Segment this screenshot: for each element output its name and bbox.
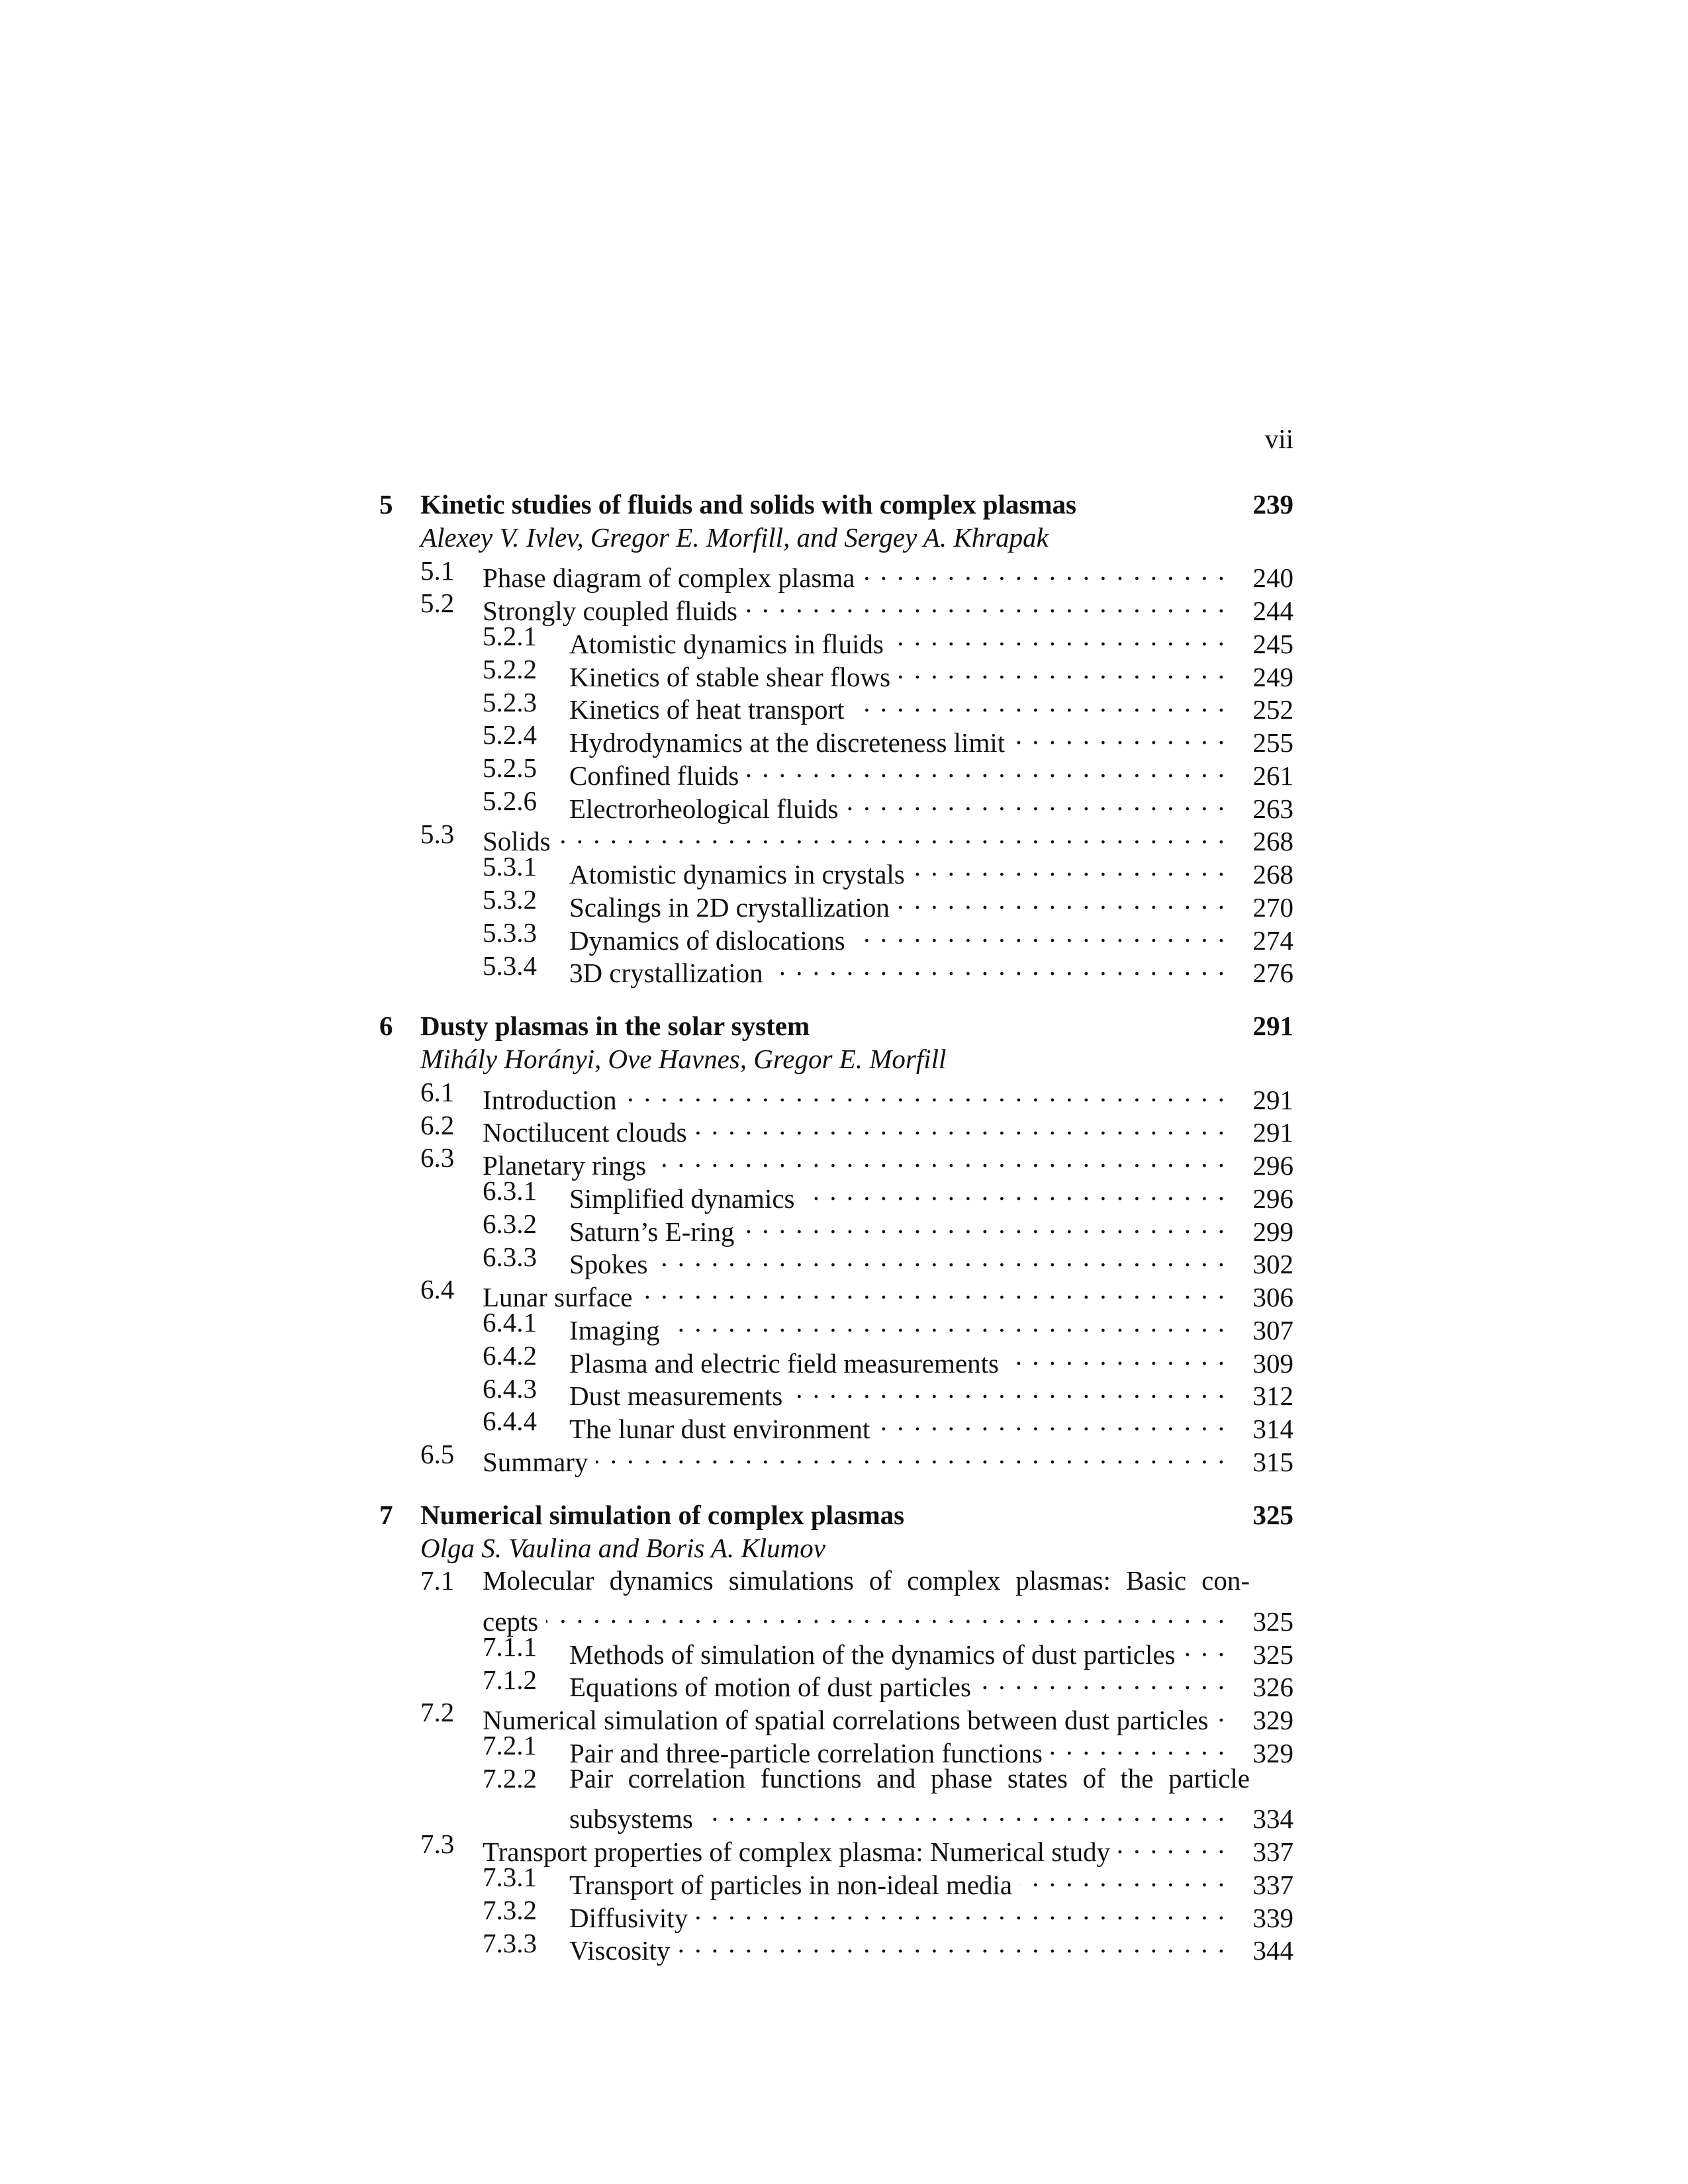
chapter-number: 7 [379, 1499, 393, 1530]
entry-number: 5.2.2 [483, 653, 537, 684]
entry-page: 296 [1252, 1150, 1293, 1181]
chapter-page: 239 [1252, 489, 1293, 520]
dot-leader [559, 818, 1225, 851]
dot-leader [695, 1109, 1225, 1142]
entry-page: 244 [1252, 596, 1293, 626]
subsection-entry[interactable] [0, 1340, 1688, 1379]
subsection-entry[interactable] [0, 1664, 1688, 1703]
entry-page: 252 [1252, 694, 1293, 725]
entry-page: 306 [1252, 1282, 1293, 1312]
subsection-entry[interactable] [0, 686, 1688, 725]
entry-number: 7.3.1 [483, 1862, 537, 1892]
dot-leader [668, 1306, 1225, 1340]
entry-number: 7.2 [420, 1697, 455, 1728]
dot-leader [1118, 1828, 1225, 1861]
entry-title: 3D crystallization [569, 958, 763, 989]
entry-number: 5.2.1 [483, 621, 537, 651]
subsection-entry[interactable] [0, 620, 1688, 659]
entry-title: Scalings in 2D crystallization [569, 891, 890, 923]
entry-page: 329 [1252, 1737, 1293, 1768]
chapter-heading[interactable] [0, 1010, 1688, 1043]
entry-title: Transport properties of complex plasma: Numerical study [483, 1837, 1111, 1867]
entry-number: 6.4.1 [483, 1307, 537, 1338]
entry-title: Atomistic dynamics in fluids [569, 628, 884, 659]
dot-leader [803, 1175, 1225, 1208]
entry-page: 291 [1252, 1117, 1293, 1148]
entry-number: 5.2.3 [483, 686, 537, 717]
section-entry[interactable] [0, 1109, 1688, 1148]
entry-page: 302 [1252, 1249, 1293, 1280]
entry-number: 5.3.4 [483, 950, 537, 981]
section-entry[interactable] [0, 1273, 1688, 1312]
subsection-entry[interactable] [0, 1729, 1688, 1768]
entry-number: 6.4 [420, 1274, 455, 1305]
entry-title: Molecular dynamics simulations of complex plasmas: Basic con- [483, 1565, 1250, 1596]
section-entry-continuation[interactable] [0, 1598, 1688, 1637]
subsection-entry[interactable] [0, 950, 1688, 989]
dot-leader [596, 1438, 1225, 1471]
subsection-entry[interactable] [0, 1631, 1688, 1670]
entry-page: 249 [1252, 661, 1293, 692]
entry-title: Pair and three-particle correlation functions [569, 1737, 1043, 1768]
entry-title: Noctilucent clouds [483, 1117, 687, 1148]
section-entry[interactable] [0, 1828, 1688, 1867]
entry-page: 276 [1252, 958, 1293, 989]
chapter-authors: Alexey V. Ivlev, Gregor E. Morfill, and Sergey A. Khrapak [420, 522, 1049, 553]
entry-page: 270 [1252, 891, 1293, 923]
entry-page: 261 [1252, 760, 1293, 791]
subsection-entry[interactable] [0, 884, 1688, 923]
entry-title: Diffusivity [569, 1902, 688, 1933]
entry-number: 5.2.6 [483, 785, 537, 816]
subsection-entry[interactable] [0, 719, 1688, 758]
chapter-number: 6 [379, 1011, 393, 1042]
entry-title: Plasma and electric field measurements [569, 1347, 999, 1379]
entry-number: 6.1 [420, 1076, 455, 1107]
entry-number: 7.1.2 [483, 1664, 537, 1695]
entry-title-continuation: subsystems [569, 1803, 693, 1835]
entry-title: Planetary rings [483, 1150, 647, 1181]
entry-number: 5.1 [420, 555, 455, 586]
subsection-entry[interactable] [0, 1175, 1688, 1214]
dot-leader [1216, 1696, 1225, 1729]
entry-page: 309 [1252, 1347, 1293, 1379]
entry-number: 5.2 [420, 588, 455, 619]
entry-number: 6.3.1 [483, 1175, 537, 1206]
dot-leader [625, 1076, 1225, 1109]
section-entry[interactable] [0, 1142, 1688, 1181]
dot-leader [892, 620, 1225, 653]
entry-title: Lunar surface [483, 1282, 633, 1312]
entry-title: Strongly coupled fluids [483, 596, 737, 626]
subsection-entry[interactable] [0, 1241, 1688, 1280]
subsection-entry[interactable] [0, 653, 1688, 692]
entry-number: 7.1 [420, 1565, 455, 1596]
dot-leader [701, 1796, 1225, 1829]
dot-leader [1007, 1340, 1225, 1373]
dot-leader [747, 752, 1225, 785]
entry-title: Viscosity [569, 1935, 671, 1966]
subsection-entry-continuation[interactable] [0, 1796, 1688, 1835]
entry-number: 6.3 [420, 1142, 455, 1173]
entry-page: 268 [1252, 859, 1293, 889]
page-number: vii [1264, 424, 1293, 454]
entry-number: 5.3.2 [483, 884, 537, 915]
entry-page: 337 [1252, 1869, 1293, 1900]
subsection-entry[interactable] [0, 1894, 1688, 1933]
chapter-page: 291 [1252, 1011, 1293, 1042]
subsection-entry[interactable] [0, 752, 1688, 791]
dot-leader [979, 1664, 1225, 1697]
entry-page: 299 [1252, 1216, 1293, 1247]
section-entry[interactable] [0, 1438, 1688, 1477]
section-entry[interactable] [0, 1565, 1688, 1598]
entry-title: Dynamics of dislocations [569, 925, 845, 956]
entry-title: Electrorheological fluids [569, 793, 839, 824]
entry-page: 334 [1252, 1803, 1293, 1835]
chapter-page: 325 [1252, 1499, 1293, 1530]
dot-leader [745, 587, 1225, 620]
dot-leader [654, 1142, 1225, 1175]
entry-page: 307 [1252, 1314, 1293, 1345]
entry-page: 255 [1252, 727, 1293, 758]
section-entry[interactable] [0, 555, 1688, 594]
entry-page: 291 [1252, 1084, 1293, 1115]
entry-title: Atomistic dynamics in crystals [569, 859, 905, 889]
entry-title: Imaging [569, 1314, 660, 1345]
entry-title: Simplified dynamics [569, 1183, 795, 1214]
table-of-contents [0, 488, 1688, 1966]
entry-page: 240 [1252, 563, 1293, 594]
entry-title: Hydrodynamics at the discreteness limit [569, 727, 1006, 758]
dot-leader [1184, 1631, 1225, 1664]
subsection-entry[interactable] [0, 1762, 1688, 1796]
entry-title: Summary [483, 1446, 588, 1477]
subsection-entry[interactable] [0, 917, 1688, 956]
dot-leader [678, 1927, 1225, 1960]
entry-number: 7.3.3 [483, 1927, 537, 1958]
entry-number: 6.5 [420, 1439, 455, 1469]
entry-title: Spokes [569, 1249, 648, 1280]
entry-number: 5.3.3 [483, 917, 537, 948]
entry-number: 7.3.2 [483, 1894, 537, 1925]
entry-number: 6.4.3 [483, 1373, 537, 1404]
entry-page: 326 [1252, 1672, 1293, 1703]
section-entry[interactable] [0, 1076, 1688, 1115]
entry-page: 329 [1252, 1705, 1293, 1735]
entry-page: 312 [1252, 1381, 1293, 1412]
entry-number: 5.3.1 [483, 851, 537, 882]
dot-leader [913, 850, 1225, 884]
subsection-entry[interactable] [0, 785, 1688, 824]
entry-page: 337 [1252, 1837, 1293, 1867]
dot-leader [1013, 719, 1225, 752]
entry-title: Phase diagram of complex plasma [483, 563, 855, 594]
entry-title: Equations of motion of dust particles [569, 1672, 971, 1703]
entry-title: Solids [483, 826, 551, 857]
entry-title-continuation: cepts [483, 1606, 539, 1637]
dot-leader [771, 950, 1225, 983]
subsection-entry[interactable] [0, 1927, 1688, 1966]
dot-leader [742, 1208, 1225, 1241]
dot-leader [1020, 1861, 1225, 1894]
entry-number: 5.2.4 [483, 719, 537, 751]
entry-number: 7.2.2 [483, 1762, 537, 1794]
dot-leader [898, 653, 1225, 686]
dot-leader [846, 785, 1225, 818]
section-entry[interactable] [0, 1696, 1688, 1735]
entry-title: Introduction [483, 1084, 617, 1115]
dot-leader [546, 1598, 1225, 1631]
entry-number: 6.4.2 [483, 1340, 537, 1371]
subsection-entry[interactable] [0, 1405, 1688, 1444]
entry-page: 344 [1252, 1935, 1293, 1966]
entry-page: 325 [1252, 1639, 1293, 1670]
entry-page: 263 [1252, 793, 1293, 824]
entry-number: 6.3.3 [483, 1241, 537, 1272]
section-entry[interactable] [0, 818, 1688, 857]
chapter-number: 5 [379, 489, 393, 520]
chapter-heading[interactable] [0, 1499, 1688, 1532]
entry-title: Confined fluids [569, 760, 739, 791]
entry-page: 274 [1252, 925, 1293, 956]
dot-leader [790, 1373, 1225, 1406]
entry-title: Saturn’s E-ring [569, 1216, 735, 1247]
dot-leader [655, 1241, 1225, 1274]
entry-page: 268 [1252, 826, 1293, 857]
entry-page: 339 [1252, 1902, 1293, 1933]
chapter-title: Kinetic studies of fluids and solids with complex plasmas [420, 489, 1076, 520]
entry-page: 296 [1252, 1183, 1293, 1214]
subsection-entry[interactable] [0, 850, 1688, 889]
entry-title: Kinetics of heat transport [569, 694, 845, 725]
chapter-authors: Mihály Horányi, Ove Havnes, Gregor E. Morfill [420, 1044, 947, 1074]
chapter-authors: Olga S. Vaulina and Boris A. Klumov [420, 1532, 825, 1563]
entry-title: Numerical simulation of spatial correlations between dust particles [483, 1705, 1209, 1735]
entry-page: 245 [1252, 628, 1293, 659]
entry-page: 315 [1252, 1446, 1293, 1477]
entry-number: 7.1.1 [483, 1631, 537, 1662]
entry-number: 5.3 [420, 818, 455, 849]
subsection-entry[interactable] [0, 1208, 1688, 1247]
entry-title: Methods of simulation of the dynamics of dust particles [569, 1639, 1176, 1670]
entry-page: 325 [1252, 1606, 1293, 1637]
entry-number: 7.3 [420, 1829, 455, 1860]
dot-leader [878, 1405, 1225, 1438]
entry-title: Pair correlation functions and phase states of the particle [569, 1762, 1250, 1794]
entry-page: 314 [1252, 1414, 1293, 1444]
entry-number: 7.2.1 [483, 1730, 537, 1760]
entry-number: 6.4.4 [483, 1406, 537, 1437]
section-entry[interactable] [0, 587, 1688, 626]
subsection-entry[interactable] [0, 1373, 1688, 1412]
entry-number: 5.2.5 [483, 752, 537, 783]
entry-title: Kinetics of stable shear flows [569, 661, 891, 692]
entry-title: Transport of particles in non-ideal media [569, 1869, 1013, 1900]
dot-leader [1051, 1729, 1225, 1762]
subsection-entry[interactable] [0, 1861, 1688, 1900]
chapter-title: Numerical simulation of complex plasmas [420, 1499, 905, 1530]
chapter-heading[interactable] [0, 488, 1688, 522]
entry-number: 6.3.2 [483, 1208, 537, 1239]
entry-title: The lunar dust environment [569, 1414, 870, 1444]
dot-leader [853, 686, 1225, 719]
dot-leader [898, 884, 1225, 917]
entry-number: 6.2 [420, 1109, 455, 1140]
dot-leader [641, 1273, 1225, 1306]
dot-leader [863, 555, 1225, 588]
subsection-entry[interactable] [0, 1306, 1688, 1345]
entry-title: Dust measurements [569, 1381, 783, 1412]
dot-leader [853, 917, 1225, 950]
dot-leader [696, 1894, 1225, 1927]
chapter-title: Dusty plasmas in the solar system [420, 1011, 810, 1042]
